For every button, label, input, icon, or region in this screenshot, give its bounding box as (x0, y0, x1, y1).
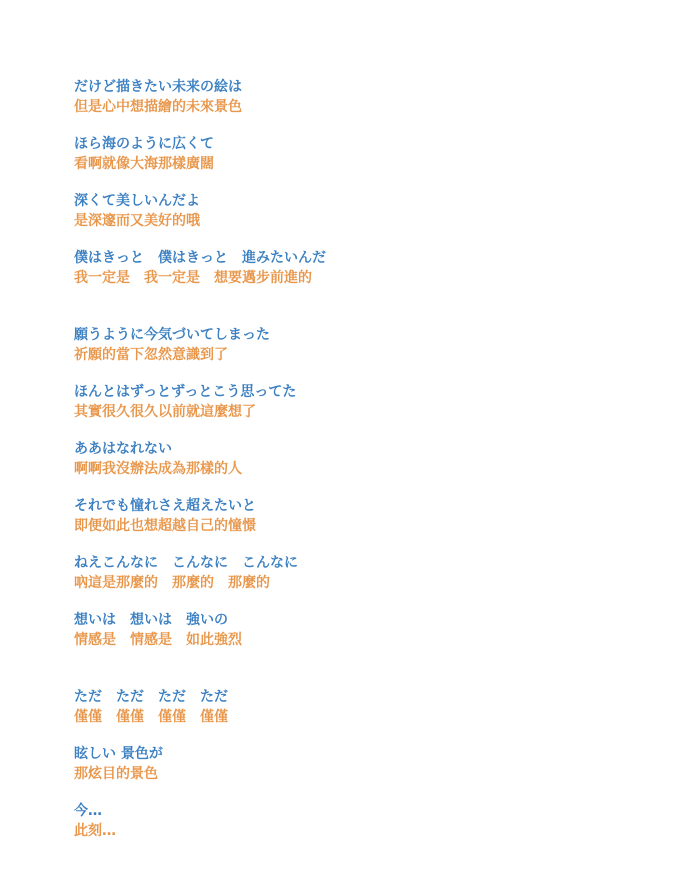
stanza (74, 77, 674, 117)
stanza (74, 687, 674, 727)
chinese-line: 此刻… (74, 823, 116, 839)
japanese-line: ほら海のように広くて (74, 136, 214, 152)
stanza (74, 191, 674, 231)
stanza (74, 496, 674, 536)
stanza (74, 382, 674, 422)
chinese-line: 情感是 情感是 如此強烈 (74, 632, 242, 648)
stanza (74, 801, 674, 841)
chinese-line: 其實很久很久以前就這麼想了 (74, 404, 256, 420)
japanese-line: 想いは 想いは 強いの (74, 612, 228, 628)
stanza (74, 744, 674, 784)
japanese-line: それでも憧れさえ超えたいと (74, 498, 256, 514)
japanese-line: ねえこんなに こんなに こんなに (74, 555, 298, 571)
stanza (74, 134, 674, 174)
japanese-line: 願うように今気づいてしまった (74, 327, 270, 343)
chinese-line: 我一定是 我一定是 想要邁步前進的 (74, 270, 312, 286)
japanese-line: 今… (74, 803, 102, 819)
stanza (74, 248, 674, 288)
japanese-line: 深くて美しいんだよ (74, 193, 200, 209)
chinese-line: 吶這是那麼的 那麼的 那麼的 (74, 575, 270, 591)
japanese-line: 眩しい 景色が (74, 746, 163, 762)
chinese-line: 啊啊我沒辦法成為那樣的人 (74, 461, 242, 477)
chinese-line: 那炫目的景色 (74, 766, 158, 782)
stanza (74, 325, 674, 365)
chinese-line: 但是心中想描繪的未來景色 (74, 99, 242, 115)
japanese-line: ほんとはずっとずっとこう思ってた (74, 384, 297, 400)
stanza (74, 439, 674, 479)
japanese-line: ただ ただ ただ ただ (74, 689, 228, 705)
chinese-line: 僅僅 僅僅 僅僅 僅僅 (74, 709, 228, 725)
japanese-line: 僕はきっと 僕はきっと 進みたいんだ (74, 250, 326, 266)
stanza (74, 610, 674, 650)
chinese-line: 看啊就像大海那樣廣闊 (74, 156, 214, 172)
lyrics-container (74, 77, 674, 841)
chinese-line: 是深邃而又美好的哦 (74, 213, 200, 229)
japanese-line: ああはなれない (74, 441, 172, 457)
chinese-line: 即便如此也想超越自己的憧憬 (74, 518, 256, 534)
japanese-line: だけど描きたい未来の絵は (74, 79, 242, 95)
stanza (74, 553, 674, 593)
chinese-line: 祈願的當下忽然意識到了 (74, 347, 228, 363)
